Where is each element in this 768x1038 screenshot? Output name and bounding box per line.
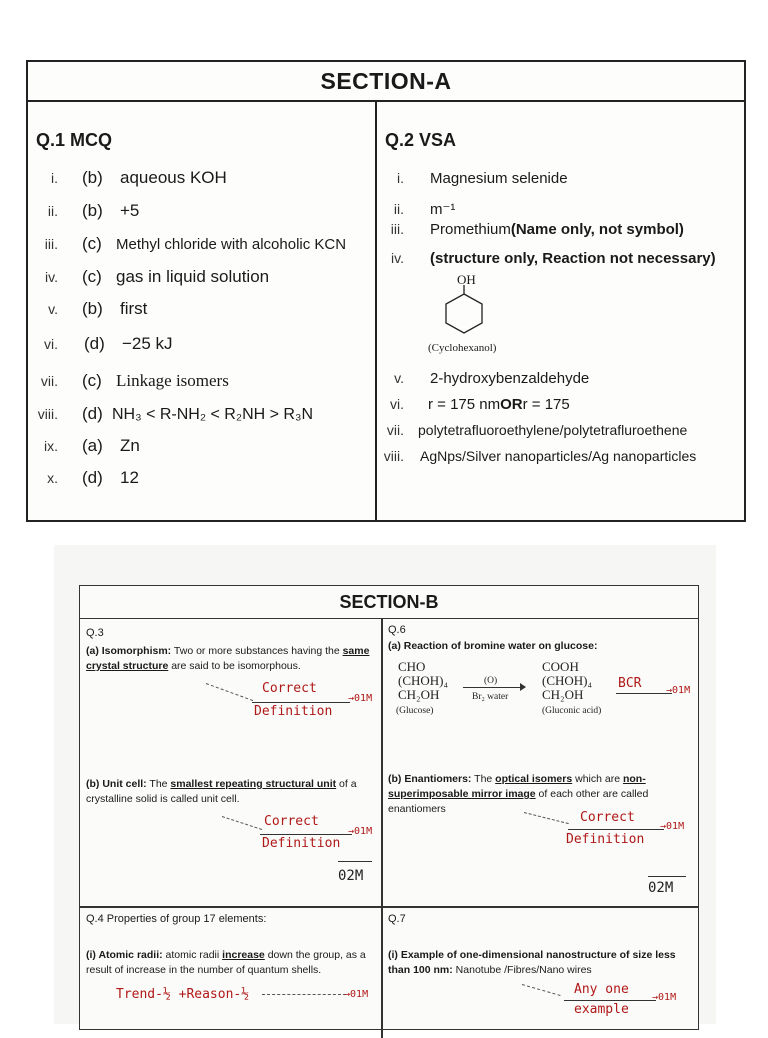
q2-item bbox=[378, 200, 455, 218]
q2-item-number: i. bbox=[397, 170, 404, 186]
q6b-body-end: of each other are called enantiomers bbox=[388, 788, 649, 815]
gluconic-acid-formula-line: COOH bbox=[542, 659, 579, 674]
q1-item-option: (c) bbox=[82, 371, 102, 390]
q7i-mark-top: Any one bbox=[574, 982, 629, 997]
q1-item bbox=[28, 299, 147, 319]
q2-item bbox=[378, 250, 716, 267]
q1-item-option: (d) bbox=[84, 334, 105, 353]
section-a-title: SECTION-A bbox=[28, 62, 744, 102]
q3a-mark-pointer bbox=[206, 683, 253, 701]
q6b-body-mid: which are bbox=[572, 773, 623, 785]
q3a-mark-bottom: Definition bbox=[254, 704, 333, 719]
q2-item-answer: polytetrafluoroethylene/polytetrafluroethene bbox=[418, 422, 688, 438]
q1-item-option: (b) bbox=[82, 299, 103, 318]
q6a-mark-score: →01M bbox=[666, 685, 691, 696]
q2-item-answer: AgNps/Silver nanoparticles/Ag nanoparticles bbox=[420, 448, 697, 464]
q2-item-number: viii. bbox=[383, 448, 404, 464]
q6-total-marks: 02M bbox=[648, 880, 674, 896]
q2-item-or: OR bbox=[500, 396, 523, 413]
q1-item bbox=[28, 234, 346, 254]
reaction-under-arrow: Br₂ water bbox=[472, 692, 509, 702]
q1-item-option: (a) bbox=[82, 436, 103, 455]
q6b-body: The bbox=[471, 773, 496, 785]
q1-item-option: (b) bbox=[82, 168, 103, 187]
q2-item bbox=[378, 221, 684, 238]
q3b-body-end: of a crystalline solid is called unit cell. bbox=[86, 778, 357, 805]
q3b-mark-pointer bbox=[222, 816, 262, 830]
q4i-key-word: increase bbox=[222, 949, 265, 961]
q1-item-answer: +5 bbox=[120, 201, 140, 220]
q1-item bbox=[28, 404, 313, 424]
q1-item-number: x. bbox=[47, 470, 58, 486]
q2-item-answer-alt: r = 175 bbox=[522, 396, 570, 413]
q4i-text bbox=[86, 948, 378, 978]
q4-heading: Properties of group 17 elements: bbox=[103, 913, 267, 925]
q1-item-answer: aqueous KOH bbox=[120, 168, 227, 187]
q2-item bbox=[378, 170, 568, 187]
gluconic-acid-formula-line: (CHOH)₄ bbox=[542, 673, 593, 688]
q2-item-number: ii. bbox=[393, 201, 404, 217]
q3a-key-phrase: same crystal structure bbox=[86, 645, 370, 672]
q3a-mark-score: →01M bbox=[348, 693, 373, 704]
q1-item-number: iv. bbox=[45, 269, 58, 285]
gluconic-acid-caption: (Gluconic acid) bbox=[542, 706, 602, 716]
q2-item bbox=[378, 396, 570, 413]
q1-item-number: i. bbox=[51, 170, 58, 186]
q2-item-answer: m⁻¹ bbox=[430, 201, 456, 218]
reaction-arrow bbox=[463, 687, 525, 688]
q4-heading-line bbox=[86, 912, 266, 927]
q6b-mark-score: →01M bbox=[660, 821, 685, 832]
q2-item-answer: Magnesium selenide bbox=[430, 170, 568, 187]
q3a-body-end: are said to be isomorphous. bbox=[168, 660, 301, 672]
q6b-term: (b) Enantiomers: bbox=[388, 773, 472, 785]
q2-item-note: (Name only, not symbol) bbox=[510, 221, 684, 238]
q6b-mark-top: Correct bbox=[580, 810, 635, 825]
q1-item-answer: 12 bbox=[120, 468, 139, 487]
q3a-mark-top: Correct bbox=[262, 681, 317, 696]
q7-label: Q.7 bbox=[388, 913, 406, 925]
q3a-mark-arrow bbox=[252, 702, 350, 703]
q4i-body: atomic radii bbox=[162, 949, 223, 961]
glucose-caption: (Glucose) bbox=[396, 706, 434, 716]
q2-item-answer: r = 175 nm bbox=[428, 396, 501, 413]
q6b-mark-arrow bbox=[568, 829, 664, 830]
gluconic-acid-formula-line: CH₂OH bbox=[542, 687, 584, 702]
q3b-key-phrase: smallest repeating structural unit bbox=[170, 778, 337, 790]
q1-item-option: (d) bbox=[82, 404, 103, 423]
section-a-box bbox=[26, 60, 746, 522]
glucose-formula bbox=[398, 660, 448, 702]
q4i-term: (i) Atomic radii: bbox=[86, 949, 163, 961]
section-b-column-divider bbox=[381, 618, 383, 1038]
q1-item-number: ii. bbox=[47, 203, 58, 219]
q4i-body-end: down the group, as a result of increase in the number of quantum shells. bbox=[86, 949, 366, 976]
q7i-mark-pointer bbox=[522, 984, 561, 996]
q1-item bbox=[28, 371, 229, 391]
reaction-arrow-head bbox=[520, 683, 526, 691]
glucose-formula-line: CH₂OH bbox=[398, 687, 440, 702]
q1-item-option: (c) bbox=[82, 234, 102, 253]
q2-item bbox=[378, 370, 589, 387]
q1-item bbox=[28, 334, 173, 354]
q1-item bbox=[28, 267, 269, 287]
q3-total-rule bbox=[338, 861, 372, 862]
q3a-term: (a) Isomorphism: bbox=[86, 645, 172, 657]
q3b-mark-score: →01M bbox=[348, 826, 373, 837]
q7i-mark-arrow bbox=[564, 1000, 656, 1001]
q6b-mark-bottom: Definition bbox=[566, 832, 645, 847]
q1-item-option: (c) bbox=[82, 267, 102, 286]
q1-item-answer: −25 kJ bbox=[122, 334, 173, 353]
q7i-term: (i) Example of one-dimensional nanostructure of size less than 100 nm: bbox=[388, 949, 676, 976]
q3b-mark-top: Correct bbox=[264, 814, 319, 829]
cyclohexanol-structure bbox=[442, 285, 486, 335]
q1-item-number: v. bbox=[48, 301, 58, 317]
q6a-heading: (a) Reaction of bromine water on glucose: bbox=[388, 640, 598, 652]
q1-heading: Q.1 MCQ bbox=[36, 130, 113, 150]
q2-heading: Q.2 VSA bbox=[385, 130, 457, 150]
q1-item-number: vi. bbox=[44, 336, 58, 352]
q1-item-answer: Methyl chloride with alcoholic KCN bbox=[116, 236, 347, 253]
q3-total-marks: 02M bbox=[338, 868, 364, 884]
q1-item-answer: gas in liquid solution bbox=[116, 267, 270, 286]
glucose-formula-line: (CHOH)₄ bbox=[398, 673, 449, 688]
q4i-mark-score: →01M bbox=[344, 989, 369, 1000]
q1-item-answer: NH₃ < R-NH₂ < R₂NH > R₃N bbox=[112, 406, 314, 423]
q6-total-rule bbox=[648, 876, 686, 877]
section-b-title: SECTION-B bbox=[80, 586, 698, 619]
q1-item-option: (d) bbox=[82, 468, 103, 487]
q6b-text bbox=[388, 772, 688, 817]
q2-item bbox=[378, 422, 687, 438]
q2-item-answer: Promethium bbox=[430, 221, 511, 238]
q3a-body: Two or more substances having the bbox=[171, 645, 343, 657]
q1-item bbox=[28, 468, 139, 488]
structure-oh-label: OH bbox=[457, 272, 476, 287]
q1-item-number: vii. bbox=[40, 373, 58, 389]
q2-item-answer: 2-hydroxybenzaldehyde bbox=[430, 370, 590, 387]
q2-item-number: vii. bbox=[386, 422, 404, 438]
q3b-mark-arrow bbox=[260, 834, 352, 835]
q6a-mark-arrow bbox=[616, 693, 672, 694]
q4-label: Q.4 bbox=[86, 913, 104, 925]
q1-item bbox=[28, 436, 140, 456]
q1-item-number: viii. bbox=[37, 406, 58, 422]
q1-item-answer: Zn bbox=[120, 436, 140, 455]
q7i-text bbox=[388, 948, 688, 978]
q1-item bbox=[28, 201, 139, 221]
q1-item-number: iii. bbox=[44, 236, 58, 252]
q3b-body: The bbox=[146, 778, 171, 790]
q6b-key-phrase-2: non-superimposable mirror image bbox=[388, 773, 646, 800]
q2-item-number: vi. bbox=[390, 396, 404, 412]
q3-label: Q.3 bbox=[86, 627, 104, 639]
glucose-formula-line: CHO bbox=[398, 659, 426, 674]
section-b-box bbox=[79, 585, 699, 1030]
q2-item bbox=[378, 448, 696, 464]
q6-label: Q.6 bbox=[388, 624, 406, 636]
q2-item-note: (structure only, Reaction not necessary) bbox=[430, 250, 716, 267]
q2-item-number: v. bbox=[394, 370, 404, 386]
q2-item-number: iii. bbox=[390, 221, 404, 237]
q3a-text bbox=[86, 644, 376, 674]
q7i-body: Nanotube /Fibres/Nano wires bbox=[452, 964, 592, 976]
q1-item-option: (b) bbox=[82, 201, 103, 220]
q1-item-answer: Linkage isomers bbox=[116, 371, 229, 390]
q6a-mark-top: BCR bbox=[618, 676, 642, 691]
q2-item-number: iv. bbox=[391, 250, 404, 266]
q7i-mark-bottom: example bbox=[574, 1002, 629, 1017]
q3b-text bbox=[86, 777, 378, 807]
q6b-key-phrase: optical isomers bbox=[495, 773, 573, 785]
section-b-row-divider bbox=[80, 906, 698, 908]
gluconic-acid-formula bbox=[542, 660, 592, 702]
q1-item bbox=[28, 168, 227, 188]
structure-caption: (Cyclohexanol) bbox=[428, 342, 497, 354]
q4i-mark-arrow bbox=[262, 994, 346, 995]
q1-item-answer: first bbox=[120, 299, 148, 318]
q7i-mark-score: →01M bbox=[652, 992, 677, 1003]
q4i-mark: Trend-½ +Reason-½ bbox=[116, 987, 250, 1002]
q3b-term: (b) Unit cell: bbox=[86, 778, 147, 790]
section-a-column-divider bbox=[375, 100, 377, 522]
reaction-over-arrow: (O) bbox=[484, 676, 498, 686]
q1-item-number: ix. bbox=[44, 438, 58, 454]
q3b-mark-bottom: Definition bbox=[262, 836, 341, 851]
